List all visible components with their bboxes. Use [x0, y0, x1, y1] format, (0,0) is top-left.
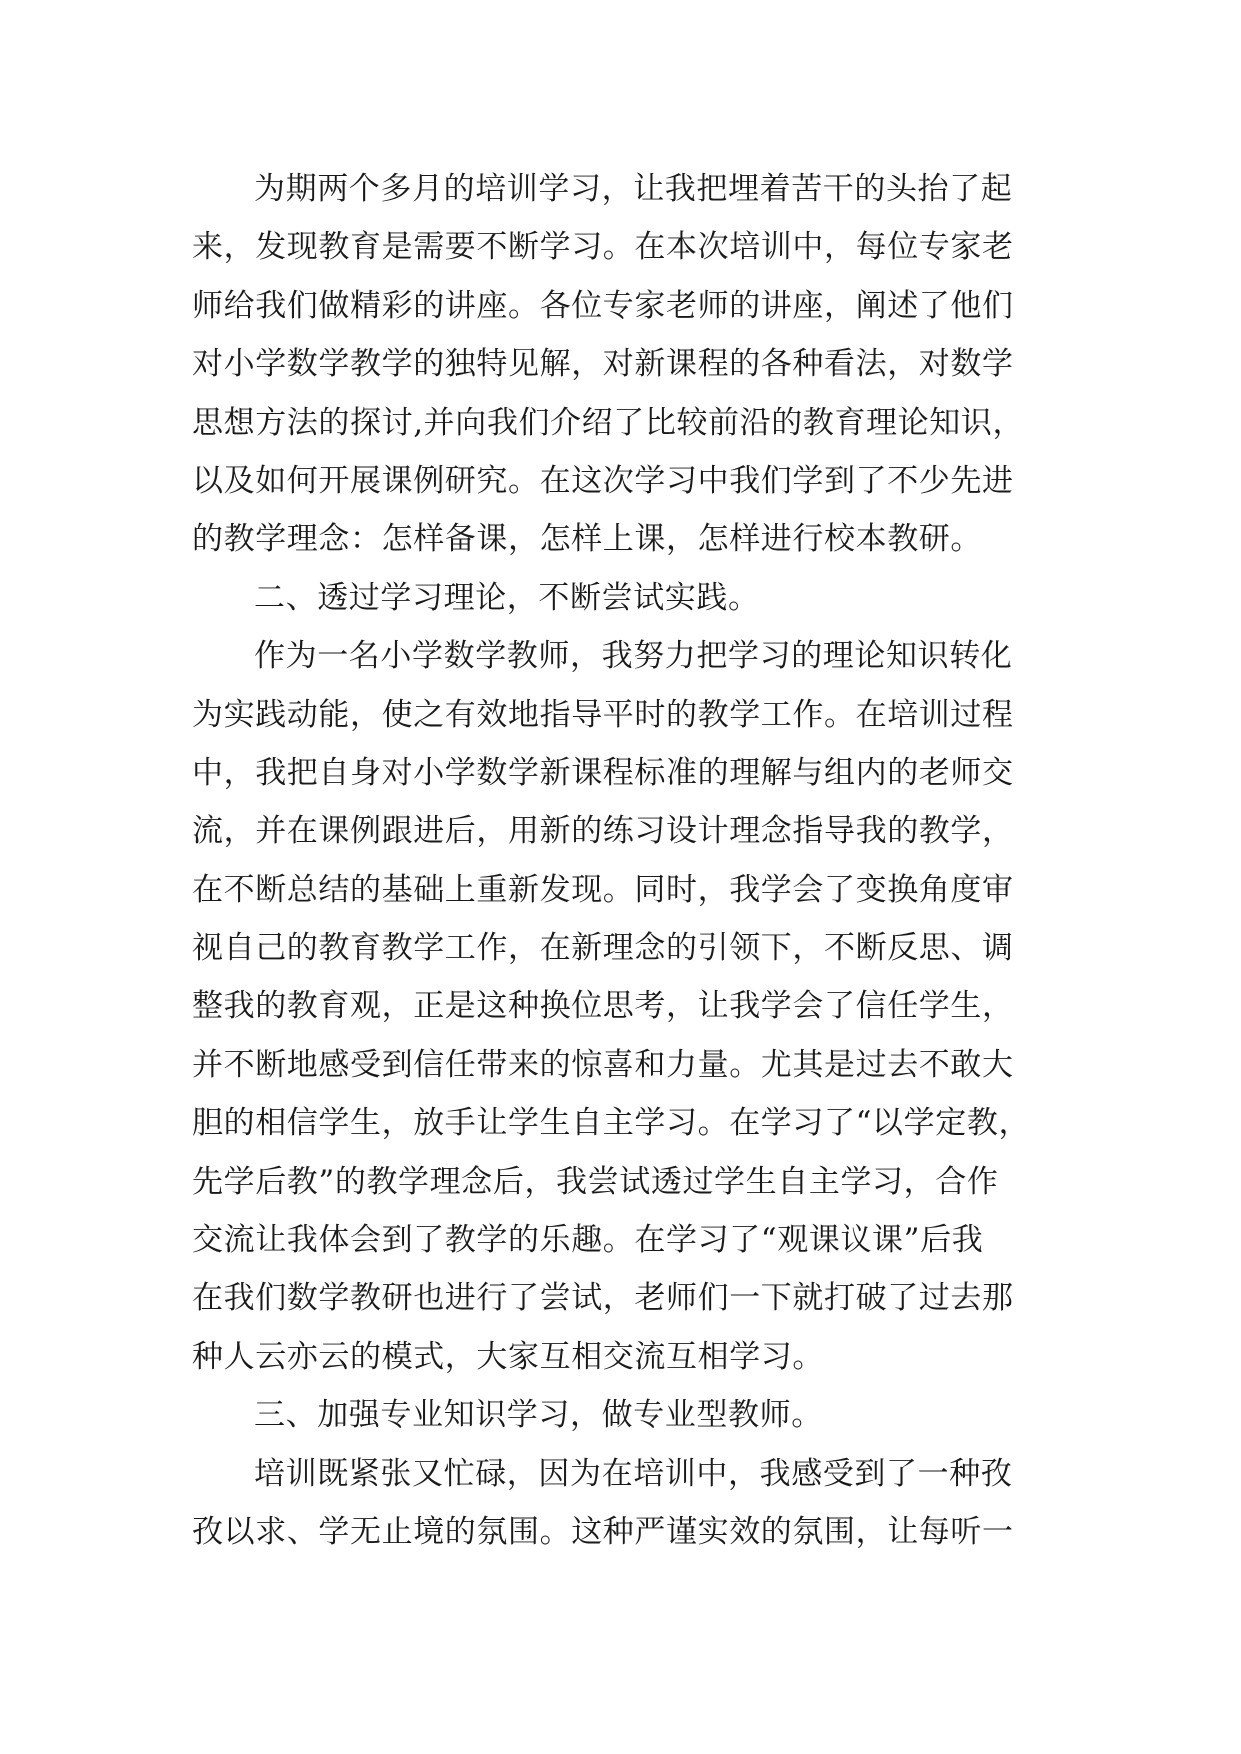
paragraph-professional — [192, 1445, 1052, 1562]
text-line: 为实践动能，使之有效地指导平时的教学工作。在培训过程 — [192, 696, 1014, 733]
text-line: 为期两个多月的培训学习，让我把埋着苦干的头抬了起 — [254, 171, 1013, 207]
text-line: 交流让我体会到了教学的乐趣。在学习了“观课议课”后我 — [192, 1222, 984, 1259]
text-line: 流，并在课例跟进后，用新的练习设计理念指导我的教学， — [192, 813, 1014, 850]
text-line: 师给我们做精彩的讲座。各位专家老师的讲座，阐述了他们 — [192, 287, 1014, 324]
paragraph-training-intro — [192, 160, 1052, 569]
text-line: 思想方法的探讨,并向我们介绍了比较前沿的教育理论知识， — [192, 404, 1025, 441]
document-page — [192, 160, 1052, 1561]
section-heading: 三、加强专业知识学习，做专业型教师。 — [254, 1397, 823, 1434]
text-line: 在我们数学教研也进行了尝试，老师们一下就打破了过去那 — [192, 1280, 1014, 1317]
text-line: 的教学理念：怎样备课，怎样上课，怎样进行校本教研。 — [192, 521, 982, 558]
text-line: 对小学数学教学的独特见解，对新课程的各种看法，对数学 — [192, 346, 1014, 383]
text-line: 来，发现教育是需要不断学习。在本次培训中，每位专家老 — [192, 229, 1014, 266]
paragraph-practice — [192, 627, 1052, 1386]
section-heading: 二、透过学习理论，不断尝试实践。 — [254, 579, 760, 616]
text-line: 作为一名小学数学教师，我努力把学习的理论知识转化 — [254, 638, 1013, 675]
text-line: 并不断地感受到信任带来的惊喜和力量。尤其是过去不敢大 — [192, 1046, 1014, 1083]
text-line: 中，我把自身对小学数学新课程标准的理解与组内的老师交 — [192, 754, 1014, 791]
heading-section-two — [192, 569, 1052, 627]
text-line: 以及如何开展课例研究。在这次学习中我们学到了不少先进 — [192, 462, 1014, 499]
text-line: 种人云亦云的模式，大家互相交流互相学习。 — [192, 1338, 824, 1375]
text-line: 先学后教”的教学理念后，我尝试透过学生自主学习，合作 — [192, 1163, 999, 1200]
text-line: 胆的相信学生，放手让学生自主学习。在学习了“以学定教， — [192, 1105, 1031, 1142]
heading-section-three — [192, 1386, 1052, 1444]
text-line: 整我的教育观，正是这种换位思考，让我学会了信任学生， — [192, 988, 1014, 1025]
text-line: 培训既紧张又忙碌，因为在培训中，我感受到了一种孜 — [254, 1455, 1013, 1492]
text-line: 在不断总结的基础上重新发现。同时，我学会了变换角度审 — [192, 871, 1014, 908]
text-line: 孜以求、学无止境的氛围。这种严谨实效的氛围，让每听一 — [192, 1513, 1014, 1550]
text-line: 视自己的教育教学工作，在新理念的引领下，不断反思、调 — [192, 930, 1014, 967]
